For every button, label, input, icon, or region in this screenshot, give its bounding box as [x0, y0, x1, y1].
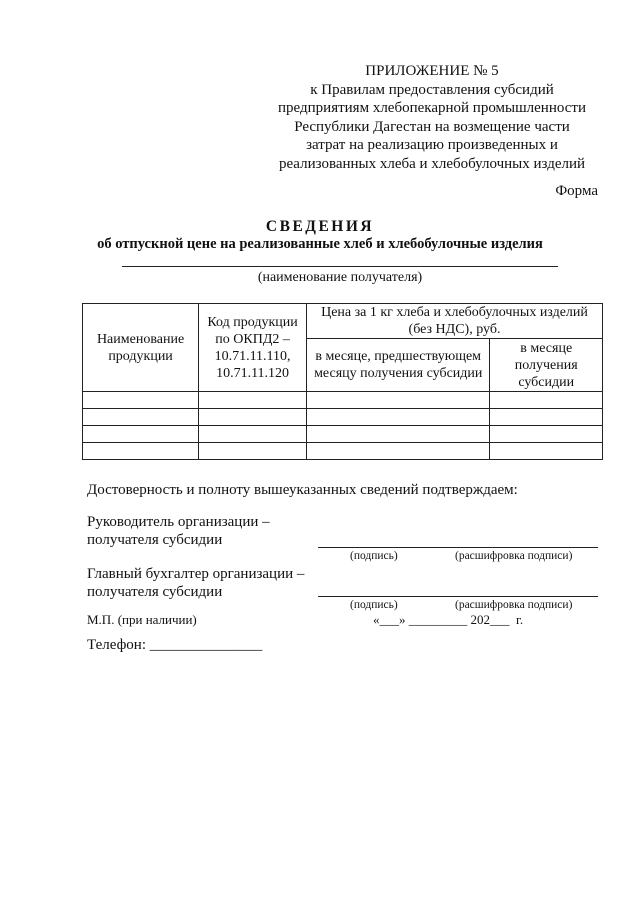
- table-row: [83, 392, 603, 409]
- table-cell[interactable]: [83, 409, 199, 426]
- header-product-code: Код продукции по ОКПД2 – 10.71.11.110, 10.71.11.120: [199, 304, 307, 392]
- appendix-number: ПРИЛОЖЕНИЕ № 5: [365, 63, 499, 79]
- appendix-line: предприятиям хлебопекарной промышленности: [278, 100, 586, 116]
- appendix-line: к Правилам предоставления субсидий: [310, 81, 554, 98]
- table-cell[interactable]: [83, 426, 199, 443]
- table-cell[interactable]: [199, 443, 307, 460]
- decode-caption: (расшифровка подписи): [455, 599, 573, 611]
- signer-title: Руководитель организации –: [87, 514, 270, 530]
- table-cell[interactable]: [199, 392, 307, 409]
- table-row: [83, 443, 603, 460]
- recipient-caption: (наименование получателя): [257, 270, 423, 285]
- confirmation-text: Достоверность и полноту вышеуказанных сведений подтверждаем:: [87, 482, 518, 498]
- accountant-signature-line[interactable]: [318, 596, 598, 597]
- signer-title: получателя субсидии: [87, 532, 223, 548]
- document-subtitle: об отпускной цене на реализованные хлеб и хлебобулочные изделия: [97, 236, 543, 252]
- table-cell[interactable]: [490, 443, 603, 460]
- stamp-place: М.П. (при наличии): [87, 612, 197, 627]
- table-cell[interactable]: [199, 409, 307, 426]
- table-cell[interactable]: [490, 409, 603, 426]
- appendix-line: Республики Дагестан на возмещение части: [294, 118, 570, 135]
- table-cell[interactable]: [307, 409, 490, 426]
- date-field[interactable]: «___» _________ 202___ г.: [373, 612, 524, 627]
- signature-caption: (подпись): [350, 550, 398, 562]
- header-product-name: Наименование продукции: [83, 304, 199, 392]
- appendix-line: затрат на реализацию произведенных и: [306, 137, 558, 153]
- decode-caption: (расшифровка подписи): [455, 550, 573, 562]
- table-row: [83, 409, 603, 426]
- signer-title: Главный бухгалтер организации –: [87, 566, 305, 582]
- header-prev-month: в месяце, предшествующем месяцу получения субсидии: [307, 339, 490, 392]
- signer-director: [87, 513, 270, 549]
- appendix-line: реализованных хлеба и хлебобулочных изделий: [278, 155, 586, 172]
- appendix-header: [262, 62, 602, 173]
- document-title: СВЕДЕНИЯ: [265, 218, 375, 235]
- table-cell[interactable]: [83, 443, 199, 460]
- table-cell[interactable]: [307, 392, 490, 409]
- table-row: [83, 426, 603, 443]
- price-table: [82, 303, 603, 460]
- table-cell[interactable]: [199, 426, 307, 443]
- table-cell[interactable]: [490, 426, 603, 443]
- signer-accountant: [87, 565, 304, 601]
- signature-caption: (подпись): [350, 599, 398, 611]
- header-current-month: в месяце получения субсидии: [490, 339, 603, 392]
- header-price: Цена за 1 кг хлеба и хлебобулочных изделий (без НДС), руб.: [307, 304, 603, 339]
- director-signature-line[interactable]: [318, 547, 598, 548]
- table-cell[interactable]: [83, 392, 199, 409]
- signer-title: получателя субсидии: [87, 584, 223, 600]
- table-cell[interactable]: [490, 392, 603, 409]
- recipient-name-line[interactable]: [122, 266, 558, 267]
- table-cell[interactable]: [307, 443, 490, 460]
- phone-field[interactable]: Телефон: _______________: [87, 637, 263, 653]
- form-label: Форма: [555, 183, 598, 199]
- table-cell[interactable]: [307, 426, 490, 443]
